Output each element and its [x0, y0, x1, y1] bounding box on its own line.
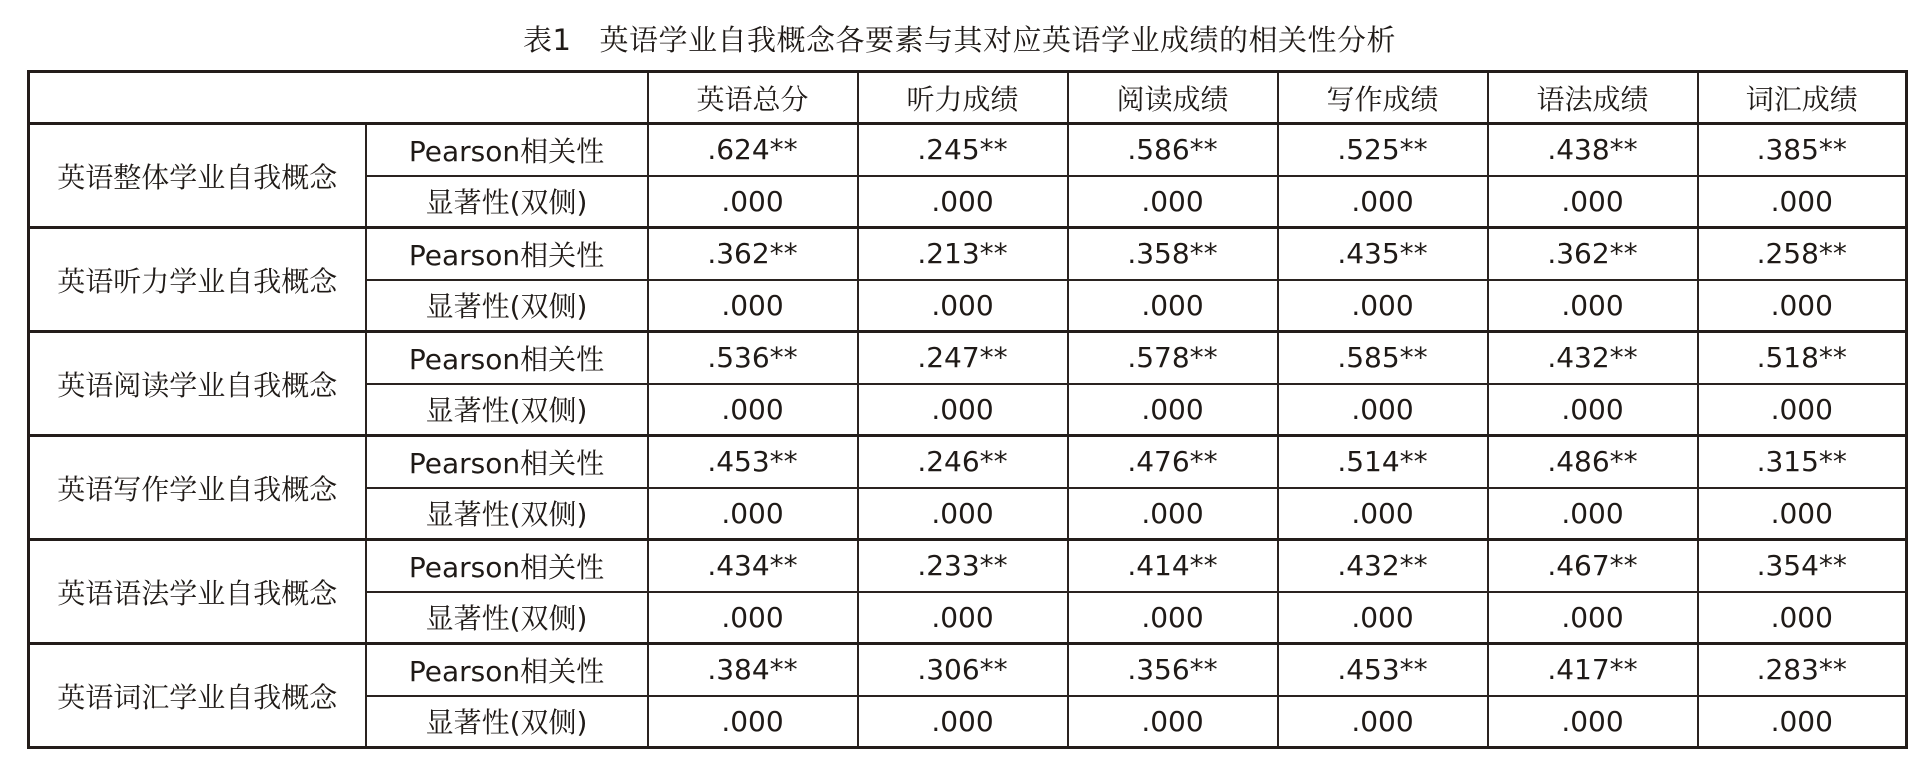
significance-value-cell: .000	[1068, 384, 1278, 436]
significance-value-cell: .000	[1488, 488, 1698, 540]
column-header: 写作成绩	[1278, 72, 1488, 124]
significance-value-cell: .000	[648, 280, 858, 332]
significance-value-cell: .000	[1488, 696, 1698, 748]
pearson-label: Pearson相关性	[366, 436, 648, 488]
pearson-value-cell: .213**	[858, 228, 1068, 280]
table-row	[29, 332, 1907, 384]
significance-value-cell: .000	[858, 384, 1068, 436]
row-group-label: 英语语法学业自我概念	[29, 540, 366, 644]
pearson-value-cell: .385**	[1698, 124, 1907, 176]
pearson-value-cell: .518**	[1698, 332, 1907, 384]
pearson-value-cell: .417**	[1488, 644, 1698, 696]
significance-value-cell: .000	[648, 176, 858, 228]
significance-value-cell: .000	[648, 696, 858, 748]
significance-value-cell: .000	[1278, 592, 1488, 644]
row-group-label: 英语写作学业自我概念	[29, 436, 366, 540]
significance-value-cell: .000	[858, 592, 1068, 644]
pearson-value-cell: .246**	[858, 436, 1068, 488]
pearson-value-cell: .438**	[1488, 124, 1698, 176]
pearson-value-cell: .453**	[648, 436, 858, 488]
significance-value-cell: .000	[1068, 280, 1278, 332]
pearson-label: Pearson相关性	[366, 644, 648, 696]
significance-label: 显著性(双侧)	[366, 592, 648, 644]
pearson-value-cell: .362**	[1488, 228, 1698, 280]
table-row	[29, 644, 1907, 696]
pearson-value-cell: .486**	[1488, 436, 1698, 488]
table-title: 英语学业自我概念各要素与其对应英语学业成绩的相关性分析	[599, 23, 1396, 57]
correlation-table	[27, 70, 1908, 749]
table-row	[29, 436, 1907, 488]
pearson-value-cell: .306**	[858, 644, 1068, 696]
pearson-value-cell: .514**	[1278, 436, 1488, 488]
significance-value-cell: .000	[858, 488, 1068, 540]
significance-value-cell: .000	[858, 696, 1068, 748]
row-group-label: 英语词汇学业自我概念	[29, 644, 366, 748]
significance-value-cell: .000	[1698, 176, 1907, 228]
pearson-value-cell: .233**	[858, 540, 1068, 592]
pearson-value-cell: .247**	[858, 332, 1068, 384]
significance-value-cell: .000	[1278, 488, 1488, 540]
significance-value-cell: .000	[648, 592, 858, 644]
significance-value-cell: .000	[858, 280, 1068, 332]
pearson-value-cell: .536**	[648, 332, 858, 384]
significance-value-cell: .000	[1068, 488, 1278, 540]
significance-value-cell: .000	[1278, 384, 1488, 436]
column-header: 词汇成绩	[1698, 72, 1907, 124]
pearson-value-cell: .414**	[1068, 540, 1278, 592]
significance-value-cell: .000	[1698, 384, 1907, 436]
table-body	[29, 124, 1907, 748]
pearson-label: Pearson相关性	[366, 332, 648, 384]
row-group-label: 英语整体学业自我概念	[29, 124, 366, 228]
significance-value-cell: .000	[1488, 384, 1698, 436]
significance-label: 显著性(双侧)	[366, 280, 648, 332]
table-number: 表1	[523, 23, 572, 57]
pearson-value-cell: .362**	[648, 228, 858, 280]
pearson-value-cell: .432**	[1488, 332, 1698, 384]
pearson-value-cell: .578**	[1068, 332, 1278, 384]
pearson-value-cell: .384**	[648, 644, 858, 696]
header-corner-cell	[29, 72, 648, 124]
pearson-value-cell: .356**	[1068, 644, 1278, 696]
pearson-value-cell: .585**	[1278, 332, 1488, 384]
significance-value-cell: .000	[1278, 280, 1488, 332]
pearson-value-cell: .283**	[1698, 644, 1907, 696]
pearson-label: Pearson相关性	[366, 540, 648, 592]
pearson-label: Pearson相关性	[366, 124, 648, 176]
column-header: 听力成绩	[858, 72, 1068, 124]
pearson-value-cell: .245**	[858, 124, 1068, 176]
significance-value-cell: .000	[1698, 488, 1907, 540]
significance-label: 显著性(双侧)	[366, 488, 648, 540]
table-row	[29, 228, 1907, 280]
significance-label: 显著性(双侧)	[366, 176, 648, 228]
pearson-value-cell: .258**	[1698, 228, 1907, 280]
table-row	[29, 124, 1907, 176]
significance-value-cell: .000	[1698, 592, 1907, 644]
pearson-value-cell: .358**	[1068, 228, 1278, 280]
pearson-value-cell: .586**	[1068, 124, 1278, 176]
significance-value-cell: .000	[1068, 696, 1278, 748]
header-row	[29, 72, 1907, 124]
pearson-value-cell: .315**	[1698, 436, 1907, 488]
pearson-value-cell: .467**	[1488, 540, 1698, 592]
significance-value-cell: .000	[648, 488, 858, 540]
pearson-value-cell: .354**	[1698, 540, 1907, 592]
significance-value-cell: .000	[1068, 592, 1278, 644]
significance-value-cell: .000	[648, 384, 858, 436]
pearson-label: Pearson相关性	[366, 228, 648, 280]
significance-value-cell: .000	[1488, 280, 1698, 332]
row-group-label: 英语阅读学业自我概念	[29, 332, 366, 436]
significance-value-cell: .000	[1488, 176, 1698, 228]
column-header: 语法成绩	[1488, 72, 1698, 124]
pearson-value-cell: .476**	[1068, 436, 1278, 488]
significance-value-cell: .000	[1278, 696, 1488, 748]
table-caption	[0, 22, 1919, 58]
pearson-value-cell: .525**	[1278, 124, 1488, 176]
significance-label: 显著性(双侧)	[366, 384, 648, 436]
significance-value-cell: .000	[858, 176, 1068, 228]
pearson-value-cell: .434**	[648, 540, 858, 592]
significance-value-cell: .000	[1488, 592, 1698, 644]
significance-value-cell: .000	[1698, 280, 1907, 332]
significance-value-cell: .000	[1278, 176, 1488, 228]
pearson-value-cell: .624**	[648, 124, 858, 176]
table-row	[29, 540, 1907, 592]
column-header: 英语总分	[648, 72, 858, 124]
pearson-value-cell: .435**	[1278, 228, 1488, 280]
significance-label: 显著性(双侧)	[366, 696, 648, 748]
pearson-value-cell: .453**	[1278, 644, 1488, 696]
column-header: 阅读成绩	[1068, 72, 1278, 124]
significance-value-cell: .000	[1698, 696, 1907, 748]
row-group-label: 英语听力学业自我概念	[29, 228, 366, 332]
significance-value-cell: .000	[1068, 176, 1278, 228]
pearson-value-cell: .432**	[1278, 540, 1488, 592]
